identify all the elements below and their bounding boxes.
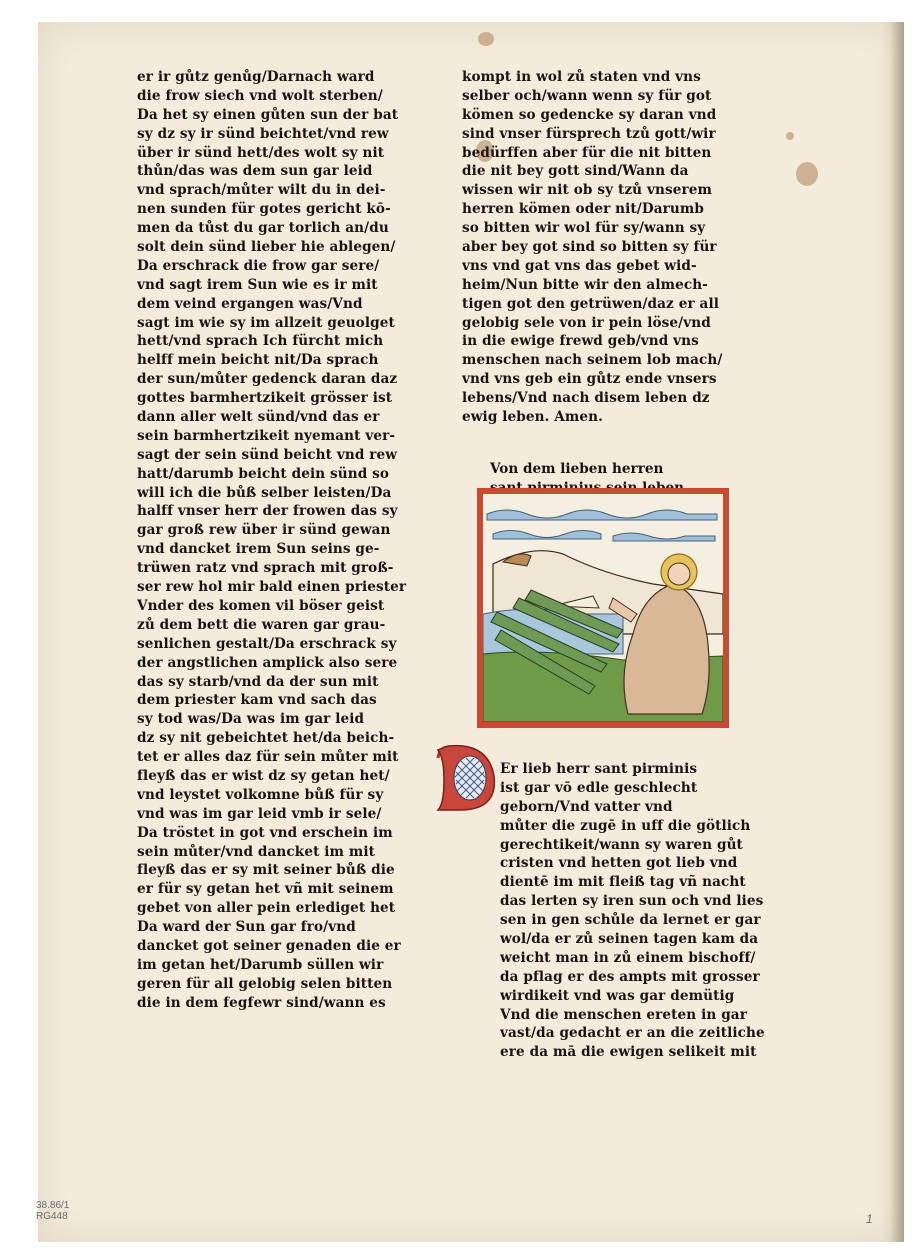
- catalog-annotation: [36, 1200, 69, 1222]
- text-line: ser rew hol mir bald einen priester: [137, 579, 407, 596]
- text-line: cristen vnd hetten got lieb vnd: [500, 855, 738, 872]
- left-text-column: [137, 68, 437, 1013]
- text-line: fleyß das er sy mit seiner bůß die: [137, 862, 395, 879]
- text-line: gottes barmhertzikeit grösser ist: [137, 390, 393, 407]
- text-line: das sy starb/vnd da der sun mit: [137, 673, 379, 690]
- text-line: thůn/das was dem sun gar leid: [137, 163, 373, 180]
- text-line: sein barmhertzikeit nyemant ver-: [137, 427, 396, 444]
- text-line: wol/da er zů seinen tagen kam da: [500, 931, 759, 948]
- text-line: sagt der sein sünd beicht vnd rew: [137, 446, 398, 463]
- text-line: sy dz sy ir sünd beichtet/vnd rew: [137, 125, 389, 142]
- text-line: můter die zugē in uff die götlich: [500, 817, 751, 834]
- right-text-column-top: [462, 68, 742, 427]
- text-line: bedürffen aber für die nit bitten: [462, 144, 712, 161]
- text-line: sagt im wie sy im allzeit geuolget: [137, 314, 395, 331]
- text-line: sein můter/vnd dancket im mit: [137, 843, 375, 860]
- page-number: 1: [866, 1212, 873, 1226]
- text-line: sy tod was/Da was im gar leid: [137, 711, 365, 728]
- text-line: vns vnd gat vns das gebet wid-: [462, 257, 697, 274]
- text-line: vnd was im gar leid vmb ir sele/: [137, 805, 382, 822]
- text-line: gelobig sele von ir pein löse/vnd: [462, 314, 711, 331]
- text-line: dientē im mit fleiß tag vñ nacht: [500, 874, 746, 891]
- text-line: das lerten sy iren sun och vnd lies: [500, 893, 764, 910]
- text-line: sind vnser fürsprech tzů gott/wir: [462, 125, 716, 142]
- decorated-initial-d: [430, 738, 500, 812]
- text-line: tigen got den getrüwen/daz er all: [462, 295, 719, 312]
- text-line: tet er alles daz für sein můter mit: [137, 749, 399, 766]
- text-line: vast/da gedacht er an die zeitliche: [500, 1025, 765, 1042]
- text-line: da pflag er des ampts mit grosser: [500, 968, 760, 985]
- catalog-code: RG448: [36, 1211, 68, 1222]
- text-line: Da erschrack die frow gar sere/: [137, 257, 380, 274]
- text-line: halff vnser herr der frowen das sy: [137, 503, 398, 520]
- text-line: gebet von aller pein erlediget het: [137, 900, 396, 917]
- text-line: Da het sy einen gůten sun der bat: [137, 106, 399, 123]
- text-line: Da tröstet in got vnd erschein im: [137, 824, 393, 841]
- text-line: er für sy getan het vñ mit seinem: [137, 881, 394, 898]
- text-line: vnd leystet volkomne bůß für sy: [137, 786, 384, 803]
- text-line: so bitten wir wol für sy/wann sy: [462, 220, 706, 237]
- text-line: ist gar vō edle geschlecht: [500, 779, 698, 796]
- text-line: über ir sünd hett/des wolt sy nit: [137, 144, 385, 161]
- text-line: die in dem fegfewr sind/wann es: [137, 994, 386, 1011]
- text-line: im getan het/Darumb süllen wir: [137, 956, 384, 973]
- text-line: kömen so gedencke sy daran vnd: [462, 106, 717, 123]
- text-line: aber bey got sind so bitten sy für: [462, 239, 717, 256]
- text-line: Von dem lieben herren: [490, 461, 664, 477]
- text-line: wissen wir nit ob sy tzů vnserem: [462, 182, 712, 199]
- text-line: hatt/darumb beicht dein sünd so: [137, 465, 390, 482]
- text-line: dz sy nit gebeichtet het/da beich-: [137, 730, 395, 747]
- text-line: zů dem bett die waren gar grau-: [137, 616, 386, 633]
- text-line: vnd sprach/můter wilt du in dei-: [137, 182, 386, 199]
- text-line: dem priester kam vnd sach das: [137, 692, 377, 709]
- text-line: herren kömen oder nit/Darumb: [462, 201, 704, 218]
- text-line: ewig leben. Amen.: [462, 409, 603, 426]
- text-line: dancket got seiner genaden die er: [137, 937, 401, 954]
- catalog-number: 38.86/1: [36, 1200, 70, 1211]
- text-line: geren für all gelobig selen bitten: [137, 975, 393, 992]
- text-line: lebens/Vnd nach disem leben dz: [462, 390, 710, 407]
- text-line: men da tůst du gar torlich an/du: [137, 220, 389, 237]
- text-line: dann aller welt sünd/vnd das er: [137, 409, 380, 426]
- text-line: vnd dancket irem Sun seins ge-: [137, 541, 380, 558]
- text-line: Da ward der Sun gar fro/vnd: [137, 919, 356, 936]
- text-line: in die ewige frewd geb/vnd vns: [462, 333, 699, 350]
- text-line: geborn/Vnd vatter vnd: [500, 798, 673, 815]
- text-line: der angstlichen amplick also sere: [137, 654, 398, 671]
- text-line: wirdikeit vnd was gar demütig: [500, 987, 735, 1004]
- text-line: kompt in wol zů staten vnd vns: [462, 69, 701, 85]
- text-line: ere da mā die ewigen selikeit mit: [500, 1044, 757, 1061]
- text-line: weicht man in zů einem bischoff/: [500, 949, 756, 966]
- right-text-column-bottom: [500, 760, 768, 1062]
- text-line: will ich die bůß selber leisten/Da: [137, 484, 392, 501]
- stain-spot: [786, 132, 794, 140]
- text-line: er ir gůtz genůg/Darnach ward: [137, 69, 375, 85]
- woodcut-illustration-saint-pirmin: [477, 488, 729, 728]
- text-line: selber och/wann wenn sy für got: [462, 87, 712, 104]
- text-line: sen in gen schůle da lernet er gar: [500, 912, 761, 929]
- text-line: die frow siech vnd wolt sterben/: [137, 87, 383, 104]
- text-line: helff mein beicht nit/Da sprach: [137, 352, 379, 369]
- text-line: heim/Nun bitte wir den almech-: [462, 276, 708, 293]
- text-line: gerechtikeit/wann sy waren gůt: [500, 836, 743, 853]
- text-line: Vnder des komen vil böser geist: [137, 597, 385, 614]
- torn-right-edge: [880, 22, 904, 1242]
- text-line: senlichen gestalt/Da erschrack sy: [137, 635, 397, 652]
- text-line: Er lieb herr sant pirminis: [500, 761, 698, 777]
- text-line: gar groß rew über ir sünd gewan: [137, 522, 391, 539]
- text-line: Vnd die menschen ereten in gar: [500, 1006, 747, 1023]
- text-line: die nit bey gott sind/Wann da: [462, 163, 689, 180]
- text-line: der sun/můter gedenck daran daz: [137, 371, 398, 388]
- text-line: vnd vns geb ein gůtz ende vnsers: [462, 371, 717, 388]
- text-line: trüwen ratz vnd sprach mit groß-: [137, 560, 394, 577]
- text-line: menschen nach seinem lob mach/: [462, 352, 723, 369]
- text-line: fleyß das er wist dz sy getan het/: [137, 767, 390, 784]
- text-line: nen sunden für gotes gericht kō-: [137, 201, 391, 218]
- text-line: hett/vnd sprach Ich fürcht mich: [137, 333, 384, 350]
- stain-spot: [478, 32, 494, 46]
- stain-spot: [796, 162, 818, 186]
- text-line: dem veind ergangen was/Vnd: [137, 295, 363, 312]
- text-line: vnd sagt irem Sun wie es ir mit: [137, 276, 378, 293]
- text-line: solt dein sünd lieber hie ablegen/: [137, 239, 396, 256]
